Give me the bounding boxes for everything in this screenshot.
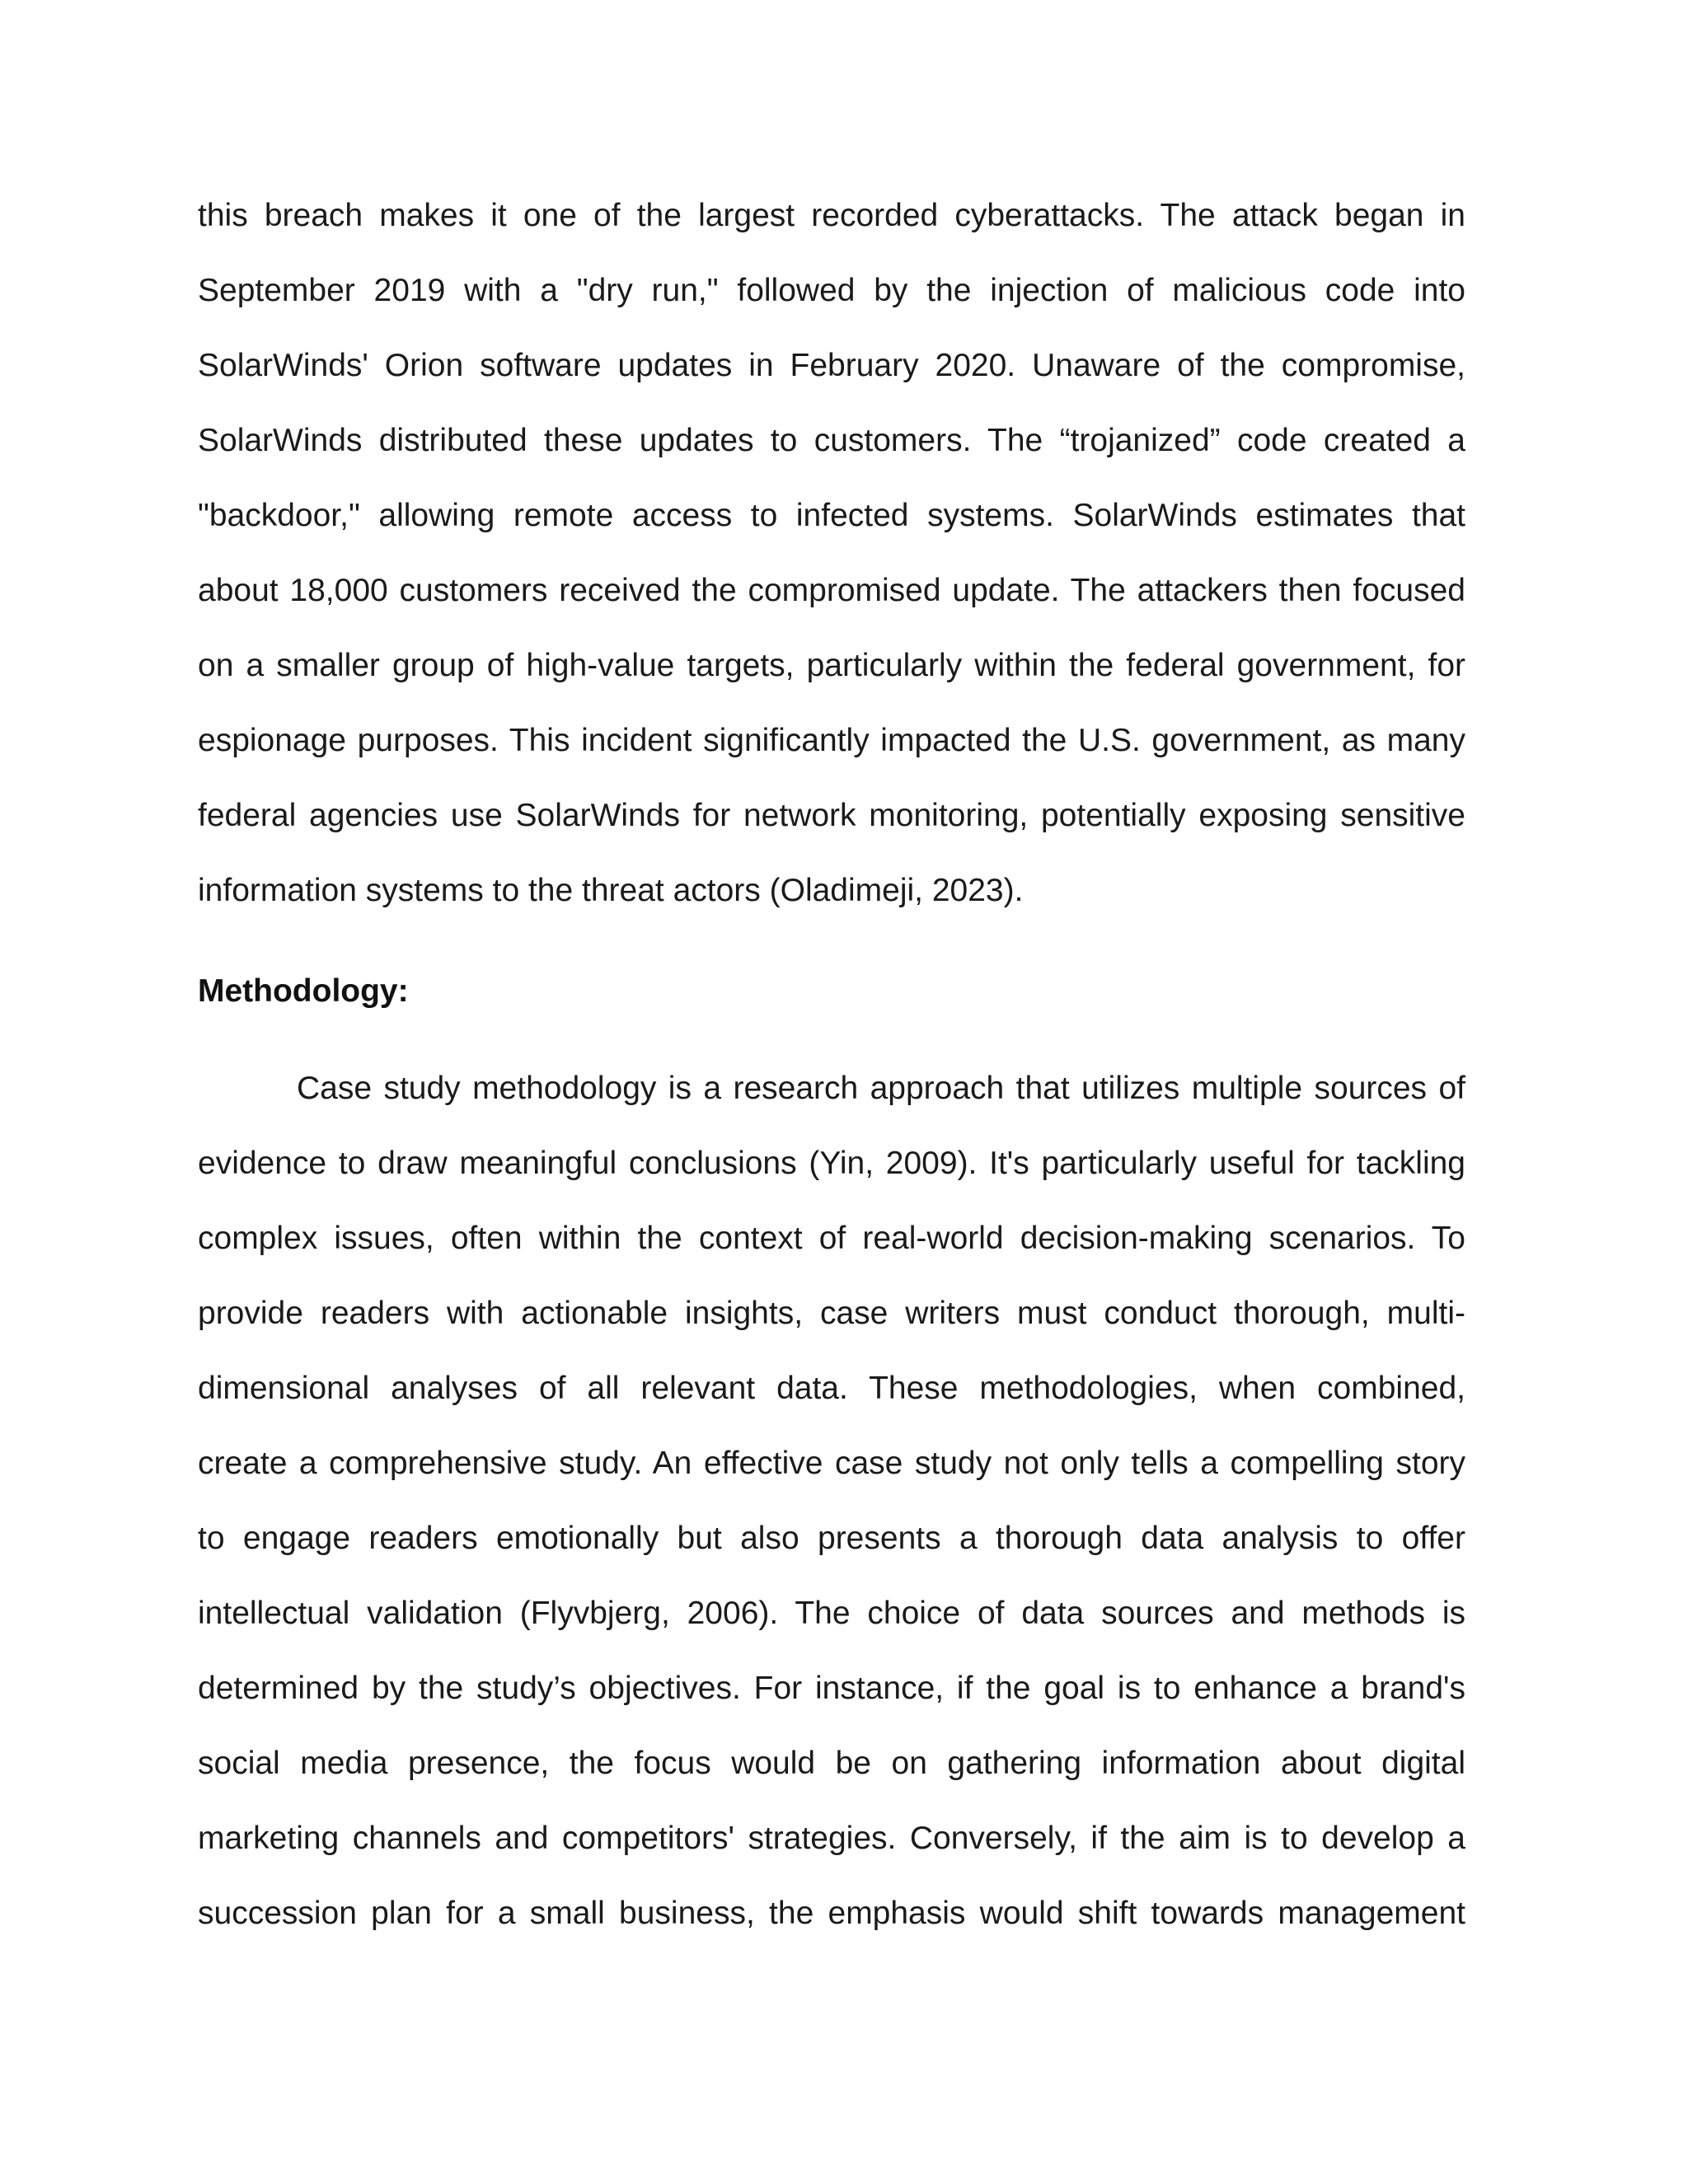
text-line: marketing channels and competitors' strategies. Conversely, if the aim is to develop a bbox=[198, 1821, 1465, 1856]
text-line: to engage readers emotionally but also presents a thorough data analysis to offer bbox=[198, 1521, 1465, 1556]
text-line: provide readers with actionable insights, case writers must conduct thorough, multi- bbox=[198, 1296, 1465, 1331]
text-line: determined by the study’s objectives. For instance, if the goal is to enhance a brand's bbox=[198, 1671, 1465, 1706]
text-line: September 2019 with a "dry run," followed by the injection of malicious code into bbox=[198, 273, 1465, 308]
text-line: complex issues, often within the context of real-world decision-making scenarios. To bbox=[198, 1221, 1465, 1256]
text-line: Case study methodology is a research approach that utilizes multiple sources of bbox=[297, 1071, 1465, 1106]
text-line: SolarWinds distributed these updates to customers. The “trojanized” code created a bbox=[198, 423, 1465, 458]
text-line: evidence to draw meaningful conclusions (Yin, 2009). It's particularly useful for tackling bbox=[198, 1146, 1465, 1181]
text-line: federal agencies use SolarWinds for network monitoring, potentially exposing sensitive bbox=[198, 798, 1465, 833]
text-line: about 18,000 customers received the compromised update. The attackers then focused bbox=[198, 573, 1465, 608]
text-line: create a comprehensive study. An effective case study not only tells a compelling story bbox=[198, 1446, 1465, 1481]
text-line: succession plan for a small business, the emphasis would shift towards management bbox=[198, 1896, 1465, 1931]
text-line: intellectual validation (Flyvbjerg, 2006). The choice of data sources and methods is bbox=[198, 1596, 1465, 1631]
text-line: SolarWinds' Orion software updates in February 2020. Unaware of the compromise, bbox=[198, 348, 1465, 383]
text-line: dimensional analyses of all relevant data. These methodologies, when combined, bbox=[198, 1371, 1465, 1406]
text-line: information systems to the threat actors (Oladimeji, 2023). bbox=[198, 873, 1024, 908]
text-line: social media presence, the focus would be on gathering information about digital bbox=[198, 1746, 1465, 1781]
section-heading: Methodology: bbox=[198, 973, 409, 1009]
text-line: espionage purposes. This incident significantly impacted the U.S. government, as many bbox=[198, 723, 1465, 758]
text-line: "backdoor," allowing remote access to infected systems. SolarWinds estimates that bbox=[198, 498, 1465, 533]
text-line: this breach makes it one of the largest recorded cyberattacks. The attack began in bbox=[198, 198, 1465, 233]
text-line: on a smaller group of high-value targets, particularly within the federal government, for bbox=[198, 648, 1465, 683]
